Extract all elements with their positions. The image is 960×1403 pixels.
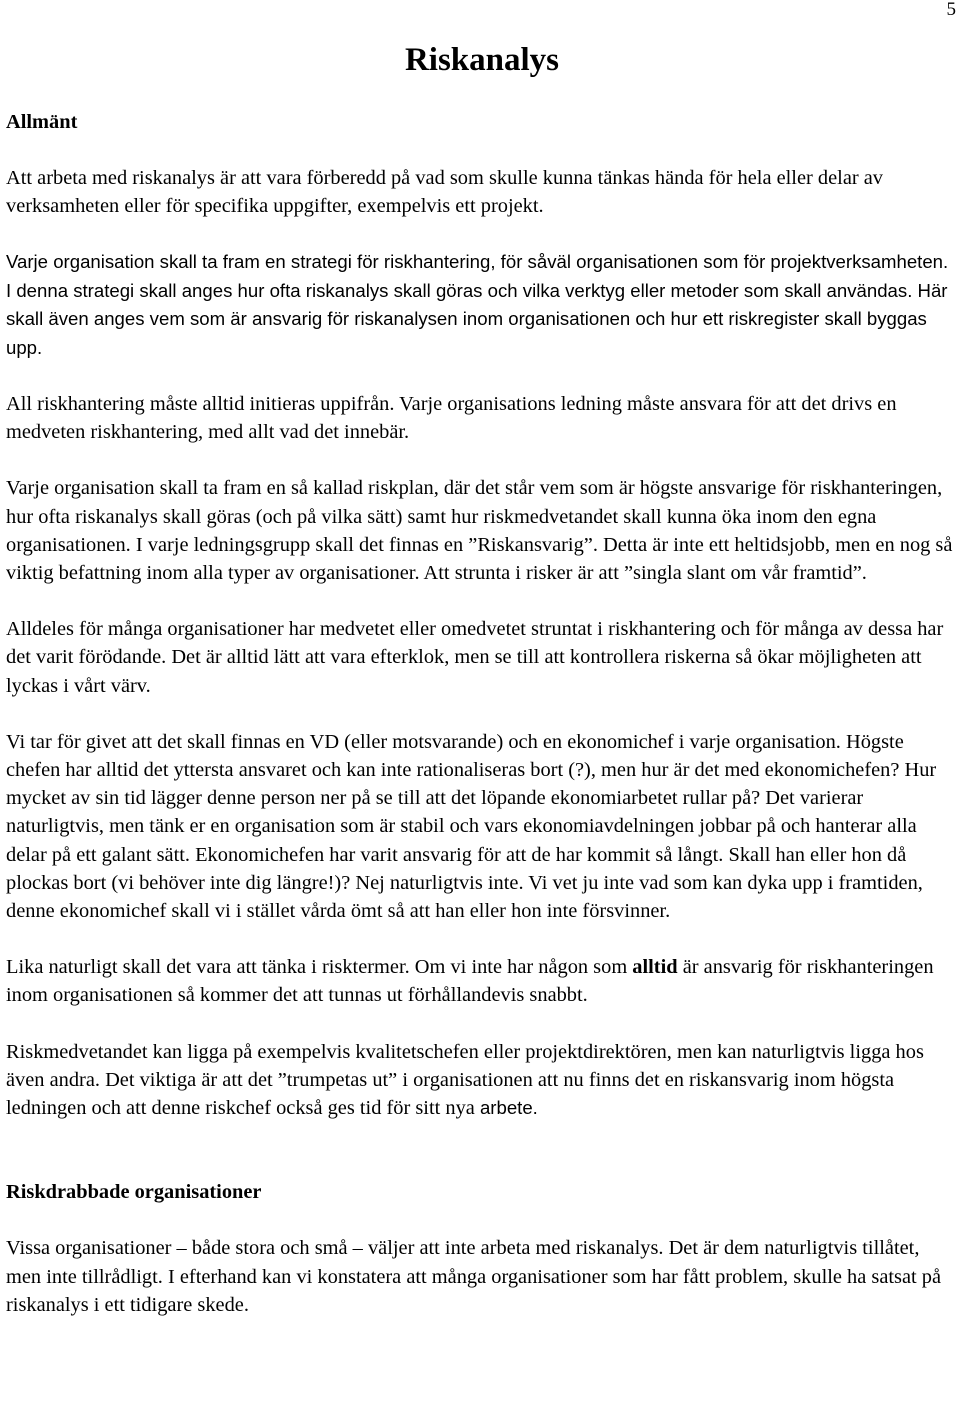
paragraph-text: Vissa organisationer – både stora och små – väljer att inte arbeta med riskanalys. Det är dem naturligtvis tillåtet, men inte tillrådligt. I efterhand kan vi konstatera att många organisationer som har fått problem, skulle ha satsat på riskanalys i ett tidigare skede. — [6, 1237, 942, 1316]
section-heading: Allmänt — [6, 111, 78, 133]
document-body — [6, 108, 958, 1319]
section-riskdrabbade-organisationer — [6, 1178, 958, 1319]
paragraph — [6, 164, 958, 220]
paragraph-text: Lika naturligt skall det vara att tänka i risktermer. Om vi inte har någon som — [6, 956, 633, 979]
paragraph — [6, 953, 958, 1009]
paragraph-text: är ansvarig för riskhanteringen inom organisationen så kommer det att tunnas ut förhållandevis snabbt. — [6, 956, 934, 1007]
paragraph — [6, 728, 958, 925]
paragraph-text: All riskhantering måste alltid initieras uppifrån. Varje organisations ledning måste ansvara för att det drivs en medveten riskhantering, med allt vad det innebär. — [6, 393, 897, 444]
page-title: Riskanalys — [404, 42, 560, 78]
paragraph — [6, 1038, 958, 1123]
paragraph — [6, 615, 958, 700]
paragraph — [6, 248, 958, 362]
paragraph-text: arbete. — [479, 1097, 538, 1119]
paragraph — [6, 1234, 958, 1319]
paragraph-text: Varje organisation skall ta fram en så kallad riskplan, där det står vem som är högste ansvarige för riskhanteringen, hur ofta riskanalys skall göras (och på vilka sätt) samt hur riskmedvetandet skall kunna öka inom den egna organisationen. I varje ledningsgrupp skall det finnas en ”Riskansvarig”. Detta är inte ett heltidsjobb, men en nog så viktig befattning inom alla typer av organisationer. Att strunta i risker är att ”singla slant om vår framtid”. — [6, 477, 953, 585]
paragraph-text: Att arbeta med riskanalys är att vara förberedd på vad som skulle kunna tänkas hända för hela eller delar av verksamheten eller för specifika uppgifter, exempelvis ett projekt. — [6, 167, 884, 218]
section-heading: Riskdrabbade organisationer — [6, 1181, 262, 1204]
paragraph — [6, 390, 958, 446]
paragraph-text: Riskmedvetandet kan ligga på exempelvis kvalitetschefen eller projektdirektören, men kan naturligtvis ligga hos även andra. Det viktiga är att det ”trumpetas ut” i organisationen att nu finns det en riskansvarig inom högsta ledningen och att denne riskchef också ges tid för sitt nya — [6, 1040, 924, 1120]
paragraph — [6, 474, 958, 587]
emphasis-text: alltid — [632, 956, 678, 979]
paragraph-text: Vi tar för givet att det skall finnas en VD (eller motsvarande) och en ekonomichef i varje organisation. Högste chefen har alltid det yttersta ansvaret och kan inte rationaliseras bort (?), men hur är det med ekonomichefen? Hur mycket av sin tid lägger denne person ner på se till att det löpande ekonomiarbetet rullar på? Det varierar naturligtvis, men tänk er en organisation som är stabil och vars ekonomiavdelningen jobbar på och hanterar alla delar på ett galant sätt. Ekonomichefen har varit ansvarig för att de har kommit så långt. Skall han eller hon då plockas bort (vi behöver inte dig längre!)? Nej naturligtvis inte. Vi vet ju inte vad som kan dyka upp i framtiden, denne ekonomichef skall vi i stället vårda ömt så att han eller hon inte försvinner. — [6, 730, 937, 923]
paragraph-text: Alldeles för många organisationer har medvetet eller omedvetet struntat i riskhantering och för många av dessa har det varit förödande. Det är alltid lätt att vara efterklok, men se till att kontrollera riskerna så ökar möjligheten att lyckas i vårt värv. — [6, 618, 944, 697]
paragraph-text: Varje organisation skall ta fram en strategi för riskhantering, för såväl organisationen som för projektverksamheten. I denna strategi skall anges hur ofta riskanalys skall göras och vilka verktyg eller metoder som skall användas. Här skall även anges vem som är ansvarig för riskanalysen inom organisationen och hur ett riskregister skall byggas upp. — [6, 251, 949, 358]
page-number: 5 — [946, 0, 956, 20]
section-allmant — [6, 108, 958, 1122]
